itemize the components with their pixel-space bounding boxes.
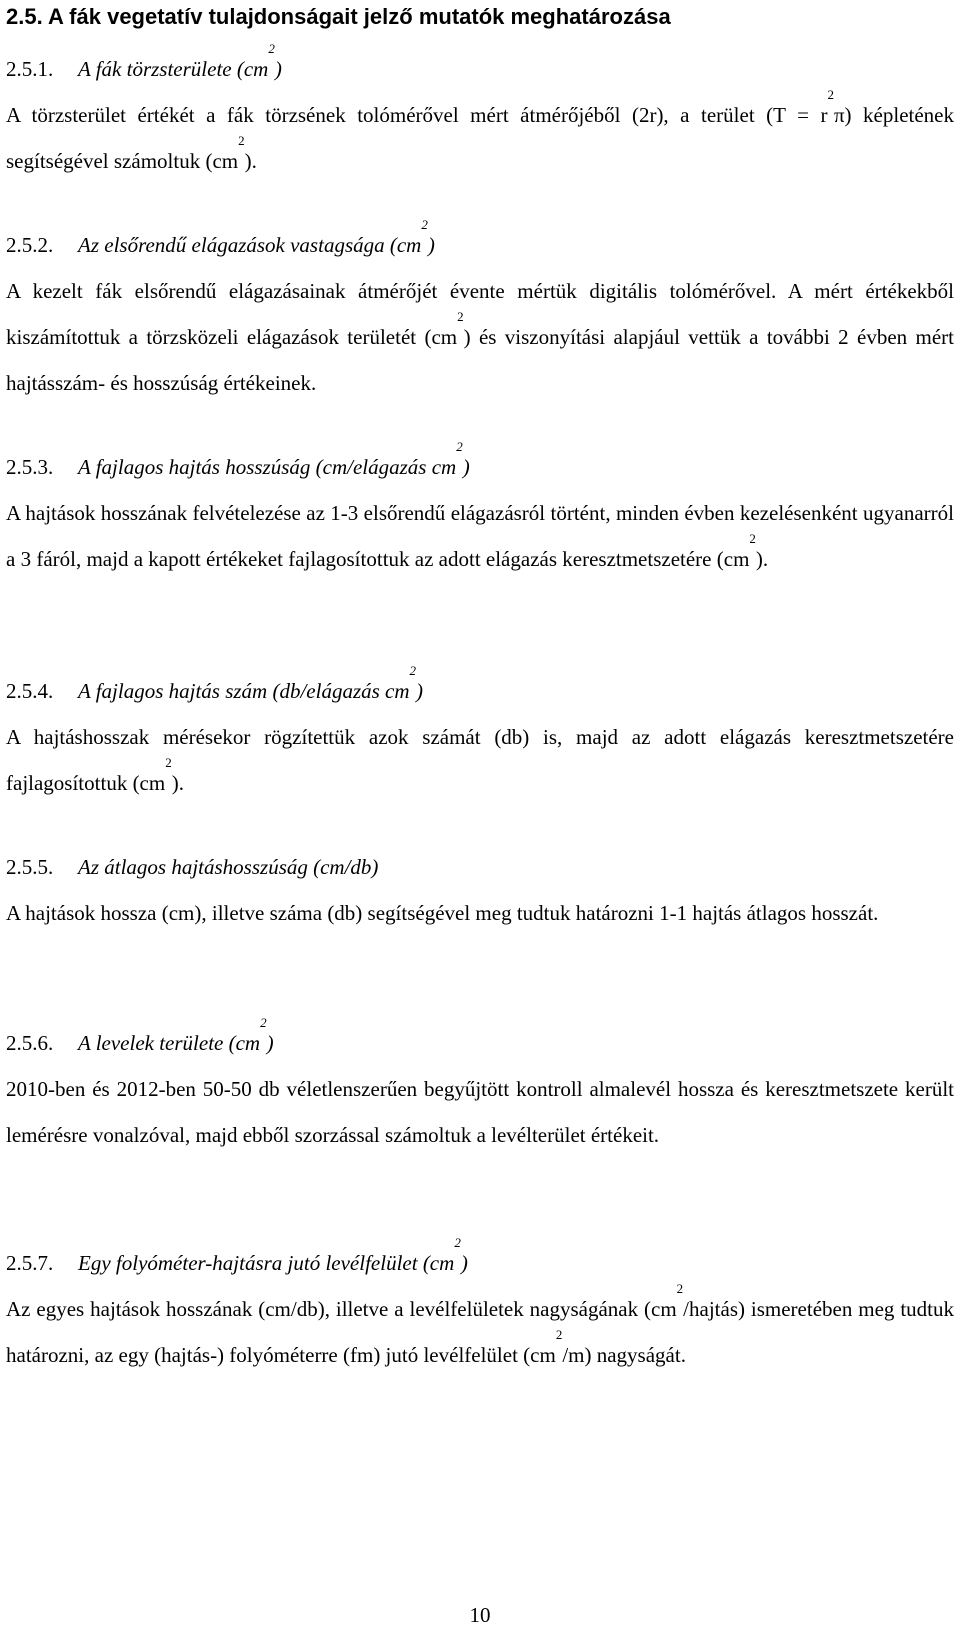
superscript: 2	[827, 87, 834, 102]
subsection-title-text	[78, 41, 282, 81]
superscript: 2	[555, 1327, 563, 1342]
subsection-title	[6, 844, 954, 890]
superscript: 2	[421, 217, 428, 232]
body-text: ) és viszonyítási alapjául vettük a további 2 évben mért hajtásszám- és hosszúság értékeinek.	[6, 325, 955, 395]
subsection-body	[6, 714, 954, 806]
subsection-body	[6, 1281, 954, 1378]
subsection-title-text	[78, 663, 424, 703]
superscript: 2	[454, 1235, 461, 1250]
superscript: 2	[676, 1281, 684, 1296]
subsection-number: 2.5.6.	[6, 1031, 54, 1055]
subsection-body	[6, 87, 954, 184]
superscript: 2	[260, 1015, 267, 1030]
superscript: 2	[457, 309, 464, 324]
subsection-number: 2.5.4.	[6, 679, 54, 703]
title-text: Az átlagos hajtáshosszúság (cm/db)	[78, 855, 379, 879]
document-page	[6, 0, 954, 1640]
subsection-title	[6, 1015, 954, 1066]
subsection-title	[6, 217, 954, 268]
subsection-number: 2.5.2.	[6, 233, 54, 257]
superscript: 2	[409, 663, 417, 678]
body-text: A hajtáshosszak mérésekor rögzítettük azok számát (db) is, majd az adott elágazás keresztmetszetére fajlagosítottuk (cm	[6, 725, 954, 795]
title-text: A fák törzsterülete (cm	[78, 57, 269, 81]
body-text: A törzsterület értékét a fák törzsének tolómérővel mért átmérőjéből (2r), a terület (T = r	[6, 103, 828, 127]
subsection-title-text	[78, 439, 470, 479]
subsection-body	[6, 1066, 954, 1158]
subsection-title	[6, 439, 954, 490]
superscript: 2	[749, 531, 756, 546]
page-number: 10	[469, 1603, 491, 1627]
section-heading: 2.5. A fák vegetatív tulajdonságait jelző mutatók meghatározása	[6, 4, 671, 29]
title-text: )	[266, 1031, 274, 1055]
subsection-title	[6, 663, 954, 714]
subsection-title-text	[78, 217, 435, 257]
body-text: A kezelt fák elsőrendű elágazásainak átmérőjét évente mértük digitális tolómérővel. A mért értékekből kiszámítottuk a törzsközeli elágazások területét (cm	[6, 279, 954, 349]
subsection	[6, 1015, 954, 1158]
body-text: ).	[244, 149, 257, 173]
subsection-body	[6, 490, 954, 582]
body-text: Az egyes hajtások hosszának (cm/db), illetve a levélfelületek nagyságának (cm	[6, 1297, 677, 1321]
subsection-number: 2.5.5.	[6, 855, 54, 879]
subsection	[6, 217, 955, 406]
title-text: A fajlagos hajtás szám (db/elágazás cm	[78, 679, 410, 703]
subsection-number: 2.5.3.	[6, 455, 54, 479]
title-text: Egy folyóméter-hajtásra jutó levélfelület (cm	[78, 1251, 455, 1275]
title-text: A fajlagos hajtás hosszúság (cm/elágazás cm	[78, 455, 457, 479]
subsection-number: 2.5.1.	[6, 57, 54, 81]
subsection-title	[6, 41, 954, 92]
subsection	[6, 41, 954, 184]
title-text: Az elsőrendű elágazások vastagsága (cm	[78, 233, 422, 257]
body-text: ).	[755, 547, 769, 571]
subsection-body	[6, 268, 954, 406]
superscript: 2	[165, 755, 172, 770]
title-text: )	[274, 57, 282, 81]
subsection-title-text	[78, 1235, 468, 1275]
title-text: )	[460, 1251, 468, 1275]
subsection	[6, 844, 954, 936]
body-text: A hajtások hossza (cm), illetve száma (db) segítségével meg tudtuk határozni 1-1 hajtás átlagos hosszát.	[6, 901, 879, 925]
subsection-body	[6, 890, 954, 936]
subsection	[6, 439, 954, 582]
subsection-title-text	[78, 1015, 274, 1055]
superscript: 2	[268, 41, 275, 56]
subsection-title	[6, 1235, 954, 1286]
superscript: 2	[456, 439, 463, 454]
title-text: )	[416, 679, 424, 703]
subsection-number: 2.5.7.	[6, 1251, 54, 1275]
title-text: )	[427, 233, 435, 257]
body-text: ).	[171, 771, 184, 795]
title-text: A levelek területe (cm	[78, 1031, 261, 1055]
subsection-title-text	[78, 855, 378, 879]
superscript: 2	[238, 133, 245, 148]
subsection	[6, 663, 954, 806]
body-text: /hajtás) ismeretében meg tudtuk határozni, az egy (hajtás-) folyóméterre (fm) jutó levélfelület (cm	[6, 1297, 954, 1367]
body-text: A hajtások hosszának felvételezése az 1-3 elsőrendű elágazásról történt, minden évben kezelésenként ugyanarról a 3 fáról, majd a kapott értékeket fajlagosítottuk az adott elágazás keresztmetszetére (cm	[6, 501, 954, 571]
subsection	[6, 1235, 954, 1378]
title-text: )	[462, 455, 470, 479]
body-text: 2010-ben és 2012-ben 50-50 db véletlenszerűen begyűjtött kontroll almalevél hossza és keresztmetszete került lemérésre vonalzóval, majd ebből szorzással számoltuk a levélterület értékeit.	[6, 1077, 954, 1147]
body-text: π) képletének segítségével számoltuk (cm	[6, 103, 954, 173]
body-text: /m) nagyságát.	[562, 1343, 686, 1367]
